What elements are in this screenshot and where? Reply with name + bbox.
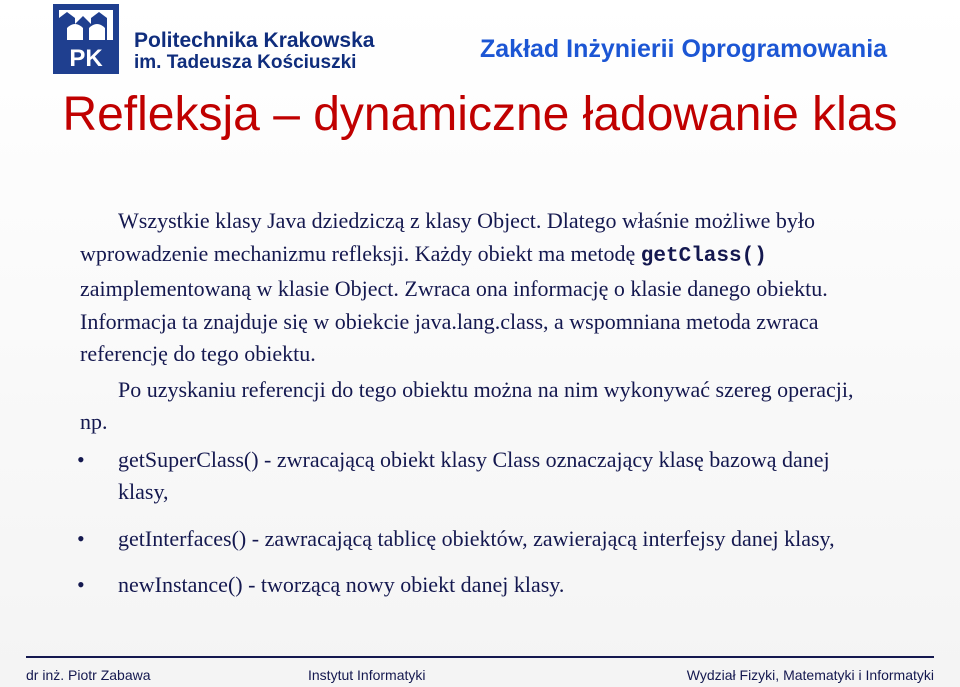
bullet-text: getSuperClass() - zwracającą obiekt klasy Class oznaczający klasę bazową danej klasy, [118, 446, 830, 504]
slide-content [77, 205, 880, 602]
intro-text-end: zaimplementowaną w klasie Object. Zwraca ona informację o klasie danego obiektu. Informacja ta znajduje się w obiekcie java.lang.class, a wspomniana metoda zwraca referencję do tego obiektu. [80, 276, 828, 366]
bullet-text: newInstance() - tworzącą nowy obiekt danej klasy. [118, 572, 565, 597]
list-item [77, 523, 880, 556]
university-logo [53, 4, 119, 74]
code-getclass: getClass() [640, 244, 767, 268]
footer-faculty: Wydział Fizyki, Matematyki i Informatyki [686, 667, 934, 683]
slide-title: Refleksja – dynamiczne ładowanie klas [62, 88, 898, 141]
footer-institute: Instytut Informatyki [308, 667, 426, 683]
paragraph-intro [80, 205, 880, 371]
logo-letters: PK [69, 45, 103, 72]
paragraph-operations: Po uzyskaniu referencji do tego obiektu można na nim wykonywać szereg operacji, np. [80, 376, 854, 434]
university-name: Politechnika Krakowska [134, 29, 375, 52]
bullet-icon: • [77, 525, 85, 551]
bullet-icon: • [77, 446, 85, 472]
bullet-text: getInterfaces() - zawracającą tablicę obiektów, zawierającą interfejsy danej klasy, [118, 525, 835, 551]
intro-text-start: Wszystkie klasy Java dziedziczą z klasy Object. Dlatego właśnie możliwe było wprowadzenie mechanizmu refleksji. Każdy obiekt ma metodę [80, 208, 816, 266]
department-name: Zakład Inżynierii Oprogramowania [480, 35, 888, 63]
bullet-icon: • [77, 572, 85, 597]
list-item [77, 569, 880, 602]
list-item [77, 444, 880, 509]
footer-author: dr inż. Piotr Zabawa [26, 667, 151, 683]
footer-divider [26, 656, 934, 658]
university-subtitle: im. Tadeusza Kościuszki [134, 52, 357, 73]
